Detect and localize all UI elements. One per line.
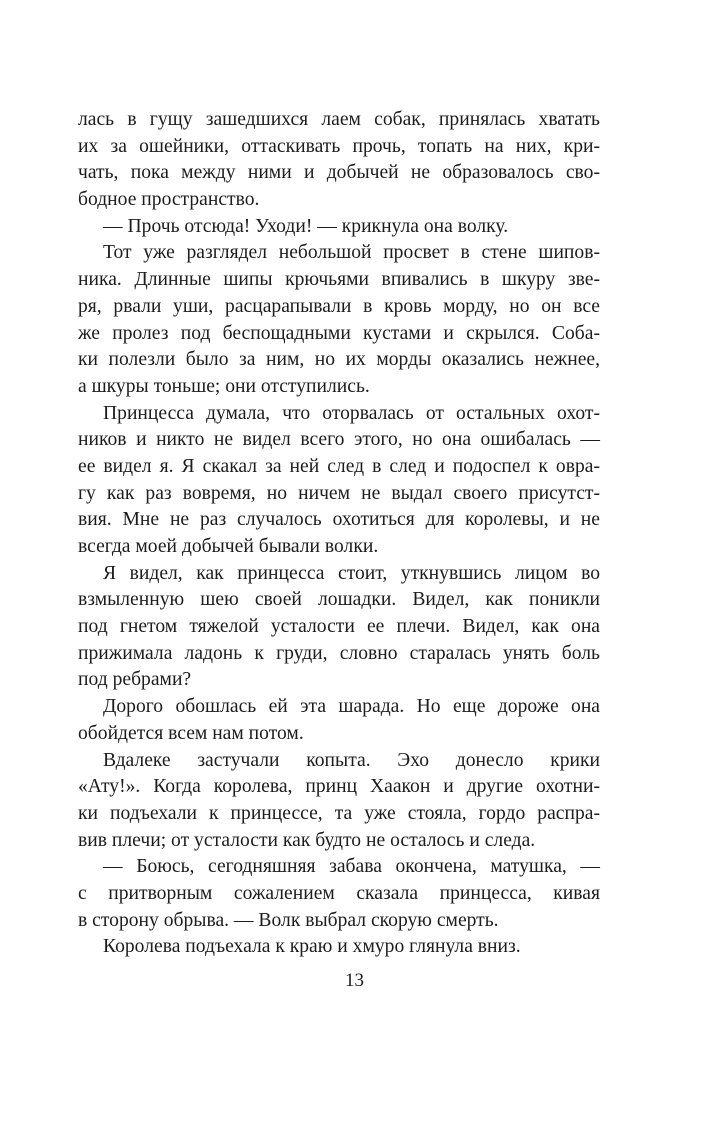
- text-line: ки подъехали к принцессе, та уже стояла, гордо распра-: [78, 802, 600, 824]
- text-line: ря, рвали уши, расцарапывали в кровь морду, но он все: [78, 295, 600, 317]
- text-line: всегда моей добычей бывали волки.: [78, 536, 379, 557]
- text-line: Королева подъехала к краю и хмуро глянула вниз.: [103, 936, 521, 958]
- text-line: ника. Длинные шипы крючьями впивались в шкуру зве-: [78, 269, 600, 291]
- text-line: ников и никто не видел всего этого, но она ошибалась —: [78, 429, 600, 451]
- text-line: ее видел я. Я скакал за ней след в след и подоспел к овра-: [78, 455, 600, 477]
- text-line: же пролез под беспощадными кустами и скрылся. Соба-: [78, 322, 600, 344]
- text-line: Дорого обошлась ей эта шарада. Но еще дороже она: [103, 696, 600, 718]
- text-line: «Ату!». Когда королева, принц Хаакон и другие охотни-: [78, 776, 600, 798]
- text-line: взмыленную шею своей лошадки. Видел, как поникли: [78, 589, 600, 611]
- text-line: лась в гущу зашедшихся лаем собак, принялась хватать: [78, 109, 600, 130]
- text-line: в сторону обрыва. — Волк выбрал скорую смерть.: [78, 909, 499, 931]
- text-line: их за ошейники, оттаскивать прочь, топать на них, кри-: [78, 135, 600, 157]
- body-text: [78, 107, 600, 961]
- text-line: Вдалеке застучали копыта. Эхо донесло крики: [103, 749, 600, 771]
- text-line: вив плечи; от усталости как будто не осталось и следа.: [78, 829, 536, 851]
- text-line: а шкуры тоньше; они отступились.: [78, 375, 370, 397]
- page-number: 13: [345, 970, 364, 991]
- text-line: под ребрами?: [78, 669, 192, 691]
- text-line: гу как раз вовремя, но ничем не выдал своего присутст-: [78, 482, 600, 504]
- text-line: обойдется всем нам потом.: [78, 722, 304, 744]
- text-line: прижимала ладонь к груди, словно старалась унять боль: [78, 642, 600, 664]
- text-line: — Прочь отсюда! Уходи! — крикнула она волку.: [103, 215, 509, 237]
- text-line: — Боюсь, сегодняшняя забава окончена, матушка, —: [103, 856, 600, 878]
- text-line: Принцесса думала, что оторвалась от остальных охот-: [103, 402, 600, 424]
- text-line: Я видел, как принцесса стоит, уткнувшись лицом во: [103, 562, 600, 584]
- text-line: Тот уже разглядел небольшой просвет в стене шипов-: [103, 242, 600, 264]
- text-line: с притворным сожалением сказала принцесса, кивая: [78, 882, 600, 904]
- text-line: вия. Мне не раз случалось охотиться для королевы, и не: [78, 509, 600, 531]
- text-line: чать, пока между ними и добычей не образовалось сво-: [78, 162, 600, 184]
- text-line: бодное пространство.: [78, 189, 260, 211]
- text-line: под гнетом тяжелой усталости ее плечи. Видел, как она: [78, 616, 600, 638]
- text-line: ки полезли было за ним, но их морды оказались нежнее,: [78, 349, 600, 371]
